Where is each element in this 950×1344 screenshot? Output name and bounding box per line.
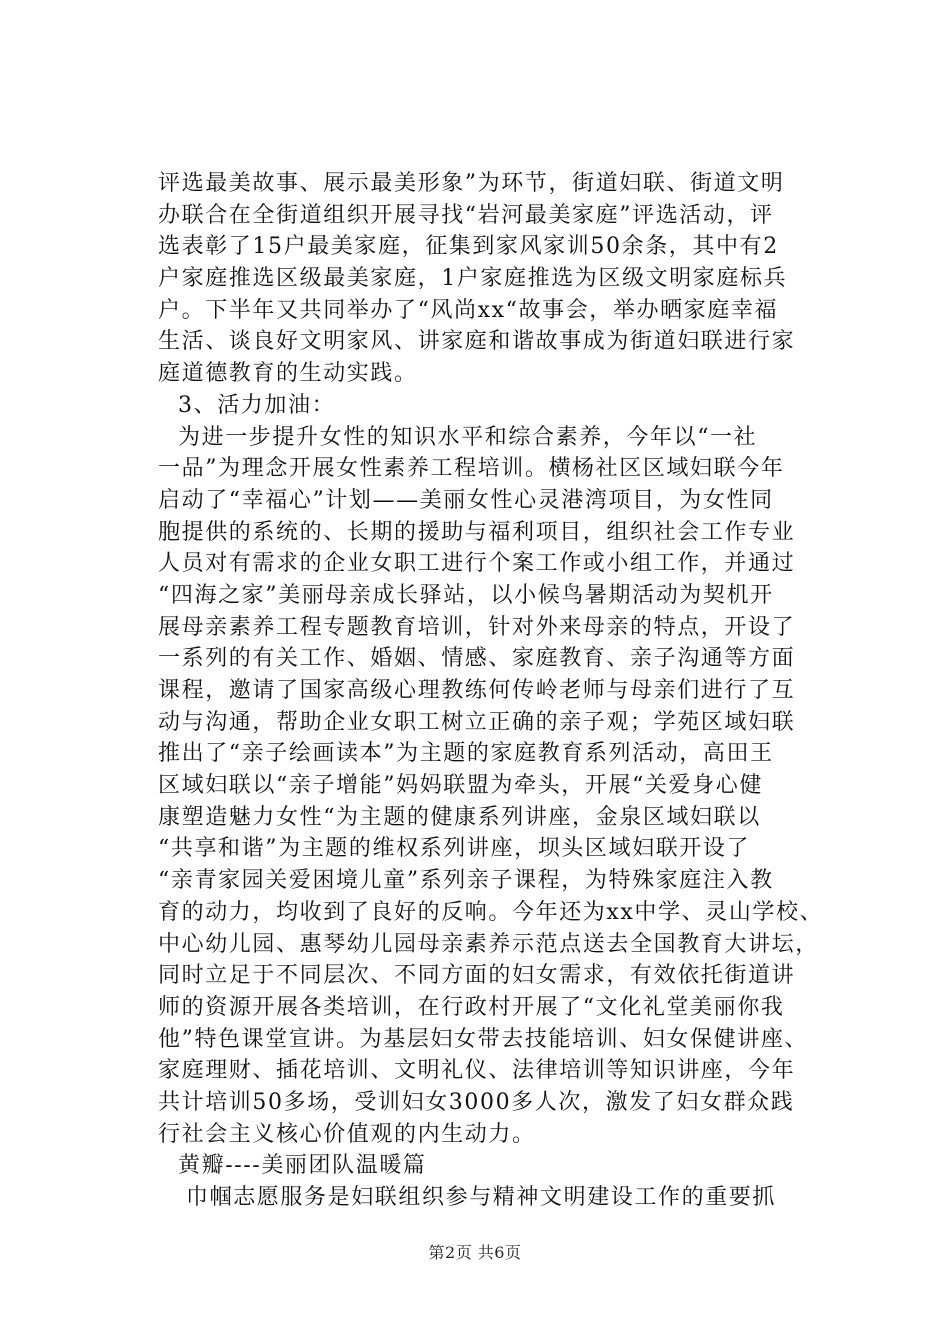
text-line: 康塑造魅力女性“为主题的健康系列讲座，金泉区域妇联以 <box>158 804 761 830</box>
text-line: 推出了“亲子绘画读本”为主题的家庭教育系列活动，高田王 <box>158 741 774 767</box>
text-line: 课程，邀请了国家高级心理教练何传岭老师与母亲们进行了互 <box>158 678 796 703</box>
text-line: 同时立足于不同层次、不同方面的妇女需求，有效依托街道讲 <box>158 963 796 989</box>
text-line: 生活、谈良好文明家风、讲家庭和谐故事成为街道妇联进行家 <box>158 329 796 355</box>
page-number-footer: 第2页 共6页 <box>428 1243 522 1262</box>
text-line: 中心幼儿园、惠琴幼儿园母亲素养示范点送去全国教育大讲坛， <box>158 931 819 957</box>
text-line: “四海之家”美丽母亲成长驿站，以小候鸟暑期活动为契机开 <box>158 582 774 608</box>
text-line: “亲青家园关爱困境儿童”系列亲子课程，为特殊家庭注入教 <box>158 868 774 894</box>
text-line: 胞提供的系统的、长期的援助与福利项目，组织社会工作专业 <box>158 519 796 545</box>
text-line: 他”特色课堂宣讲。为基层妇女带去技能培训、妇女保健讲座、 <box>158 1026 809 1052</box>
text-line: 行社会主义核心价值观的内生动力。 <box>158 1121 536 1147</box>
text-line: 评选最美故事、展示最美形象”为环节，街道妇联、街道文明 <box>158 171 785 196</box>
text-line: 共计培训50多场，受训妇女3000多人次，激发了妇女群众践 <box>158 1089 795 1115</box>
text-line: 师的资源开展各类培训，在行政村开展了“文化礼堂美丽你我 <box>158 994 785 1020</box>
section-heading: 黄瓣----美丽团队温暖篇 <box>178 1153 427 1179</box>
text-line: “共享和谐”为主题的维权系列讲座，坝头区域妇联开设了 <box>158 836 751 862</box>
text-line: 办联合在全街道组织开展寻找“岩河最美家庭”评选活动，评 <box>158 202 774 228</box>
text-line: 一系列的有关工作、婚姻、情感、家庭教育、亲子沟通等方面 <box>158 646 796 672</box>
text-line: 选表彰了15户最美家庭，征集到家风家训50余条，其中有2 <box>158 234 779 260</box>
text-line: 区域妇联以“亲子增能”妈妈联盟为牵头，开展“关爱身心健 <box>158 773 763 799</box>
text-line: 动与沟通，帮助企业女职工树立正确的亲子观；学苑区域妇联 <box>158 709 796 735</box>
text-line: 庭道德教育的生动实践。 <box>158 361 418 387</box>
text-line: 户家庭推选区级最美家庭，1户家庭推选为区级文明家庭标兵 <box>158 266 788 292</box>
body-text <box>158 168 858 1214</box>
section-heading: 3、活力加油： <box>178 392 336 418</box>
text-line: 户。下半年又共同举办了“风尚xx“故事会，举办晒家庭幸福 <box>158 297 779 323</box>
text-line: 一品”为理念开展女性素养工程培训。横杨社区区域妇联今年 <box>158 456 785 482</box>
text-line: 育的动力，均收到了良好的反响。今年还为xx中学、灵山学校、 <box>158 899 824 925</box>
paragraph-first-line: 巾帼志愿服务是妇联组织参与精神文明建设工作的重要抓 <box>186 1185 777 1210</box>
text-line: 家庭理财、插花培训、文明礼仪、法律培训等知识讲座，今年 <box>158 1058 796 1084</box>
paragraph-first-line: 为进一步提升女性的知识水平和综合素养，今年以“一社 <box>178 424 758 450</box>
text-line: 人员对有需求的企业女职工进行个案工作或小组工作，并通过 <box>158 551 796 577</box>
text-line: 启动了“幸福心”计划——美丽女性心灵港湾项目，为女性同 <box>158 487 774 513</box>
text-line: 展母亲素养工程专题教育培训，针对外来母亲的特点，开设了 <box>158 614 796 640</box>
